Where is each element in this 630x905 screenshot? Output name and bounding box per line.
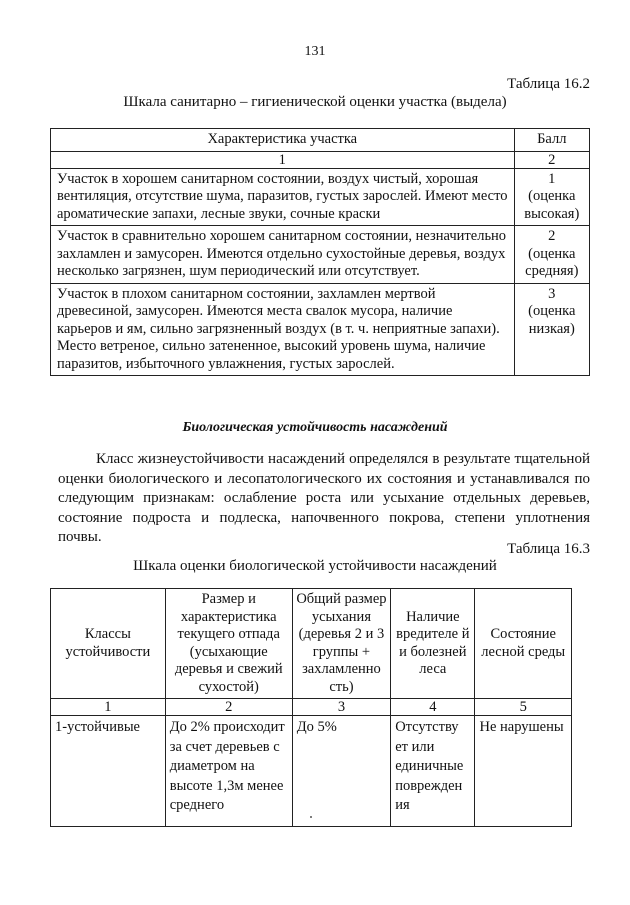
cell-class: 1-устойчивые bbox=[51, 716, 166, 827]
section-title: Биологическая устойчивость насаждений bbox=[182, 420, 448, 435]
table-row bbox=[51, 716, 572, 827]
column-number: 1 bbox=[51, 151, 515, 168]
table-row bbox=[51, 283, 590, 376]
sanitary-hygienic-scale-table bbox=[50, 128, 590, 376]
column-header: Общий размер усыхания (деревья 2 и 3 группы + захламленно сть) bbox=[292, 589, 391, 699]
column-header: Наличие вредителе й и болезней леса bbox=[391, 589, 475, 699]
column-header: Размер и характеристика текущего отпада (усыхающие деревья и свежий сухостой) bbox=[165, 589, 292, 699]
score-note: (оценка низкая) bbox=[528, 303, 576, 337]
score-value: 2 bbox=[548, 228, 556, 244]
column-number: 5 bbox=[475, 699, 572, 716]
column-number: 2 bbox=[165, 699, 292, 716]
column-header: Классы устойчивости bbox=[51, 589, 166, 699]
row-score bbox=[514, 283, 589, 376]
cell-pests: Отсутству ет или единичные поврежден ия bbox=[391, 716, 475, 827]
table-row bbox=[51, 226, 590, 284]
column-number: 4 bbox=[391, 699, 475, 716]
table-caption: Таблица 16.2 bbox=[507, 76, 590, 92]
column-header: Состояние лесной среды bbox=[475, 589, 572, 699]
cell-environment: Не нарушены bbox=[475, 716, 572, 827]
row-score bbox=[514, 226, 589, 284]
score-note: (оценка высокая) bbox=[524, 188, 580, 222]
column-number: 2 bbox=[514, 151, 589, 168]
cell-current-loss: До 2% происходит за счет деревьев с диаметром на высоте 1,3м менее среднего bbox=[165, 716, 292, 827]
row-description: Участок в плохом санитарном состоянии, захламлен мертвой древесиной, замусорен. Имеются места свалок мусора, наличие карьеров и ям, сильно загрязненный воздух (в т. ч. неприятные запахи). Место ветреное, сильно затененное, высокий уровень шума, наличие паразитов, избыточного увлажнения, густых зарослей. bbox=[51, 283, 515, 376]
score-value: 3 bbox=[548, 285, 556, 302]
column-number: 1 bbox=[51, 699, 166, 716]
column-header: Характеристика участка bbox=[51, 129, 515, 152]
row-score bbox=[514, 168, 589, 226]
body-paragraph: Класс жизнеустойчивости насаждений определялся в результате тщательной оценки биологического и лесопатологического их состояния и устанавливался по следующим признакам: ослабление роста или усыхание отдельных деревьев, состояние подроста и подлеска, напочвенного покрова, степени уплотнения почвы. bbox=[58, 451, 590, 545]
row-description: Участок в сравнительно хорошем санитарном состоянии, незначительно захламлен и замусорен. Имеются отдельно сухостойные деревья, воздух несколько загрязнен, шум периодический или отсутствует. bbox=[51, 226, 515, 284]
table-row bbox=[51, 168, 590, 226]
cell-total-drying: До 5% bbox=[292, 716, 391, 827]
score-note: (оценка средняя) bbox=[525, 245, 579, 279]
scan-speck bbox=[310, 816, 312, 818]
table-caption: Таблица 16.3 bbox=[507, 541, 590, 557]
column-number: 3 bbox=[292, 699, 391, 716]
row-description: Участок в хорошем санитарном состоянии, воздух чистый, хорошая вентиляция, отсутствие шума, паразитов, густых зарослей. Имеют место ароматические запахи, лесные звуки, сочные краски bbox=[51, 168, 515, 226]
table-title: Шкала санитарно – гигиенической оценки участка (выдела) bbox=[123, 94, 507, 110]
column-header: Балл bbox=[514, 129, 589, 152]
biological-stability-scale-table bbox=[50, 588, 572, 827]
table-title: Шкала оценки биологической устойчивости насаждений bbox=[133, 558, 497, 574]
page-number: 131 bbox=[304, 44, 326, 59]
score-value: 1 bbox=[548, 170, 556, 187]
